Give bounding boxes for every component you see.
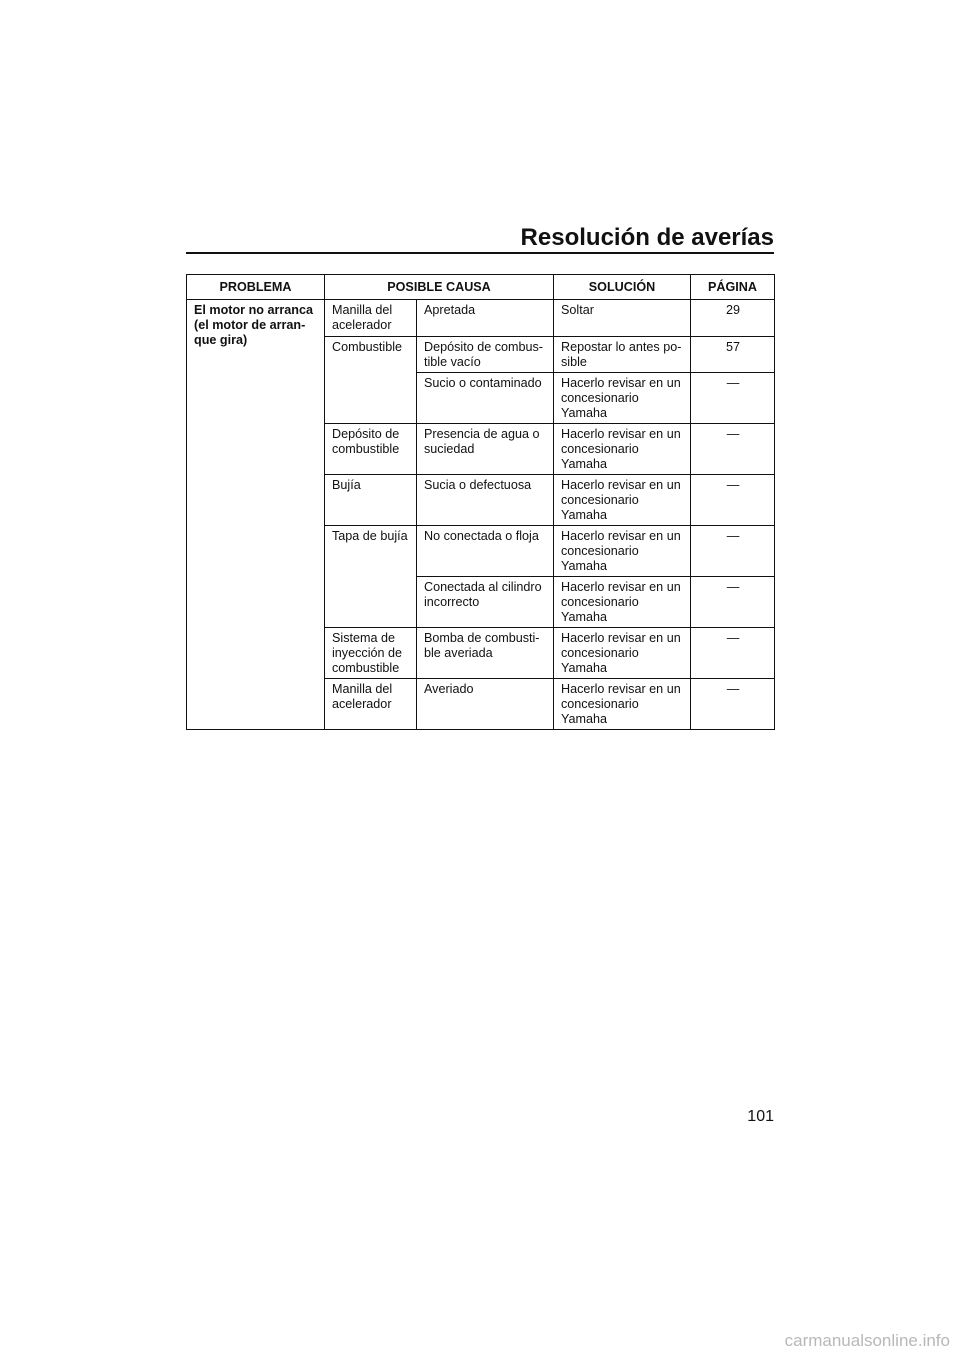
watermark: carmanualsonline.info	[784, 1331, 950, 1350]
header-problem: PROBLEMA	[187, 275, 325, 300]
component-cell: Sistema de inyección de combustible	[325, 628, 417, 679]
table-row	[187, 300, 775, 337]
solution-cell: Hacerlo revisar en un concesionario Yamaha	[554, 526, 691, 577]
solution-cell: Repostar lo antes po-sible	[554, 337, 691, 373]
cause-cell: Bomba de combusti-ble averiada	[417, 628, 554, 679]
table-header-row	[187, 275, 775, 300]
page-ref-cell: —	[691, 679, 775, 730]
cause-cell: Apretada	[417, 300, 554, 337]
page-ref-cell: —	[691, 526, 775, 577]
title-rule	[186, 252, 774, 254]
cause-cell: No conectada o floja	[417, 526, 554, 577]
page-ref-cell: 57	[691, 337, 775, 373]
cause-cell: Averiado	[417, 679, 554, 730]
solution-cell: Hacerlo revisar en un concesionario Yamaha	[554, 475, 691, 526]
solution-cell: Hacerlo revisar en un concesionario Yamaha	[554, 577, 691, 628]
cause-cell: Presencia de agua o suciedad	[417, 424, 554, 475]
page-ref-cell: —	[691, 475, 775, 526]
cause-cell: Depósito de combus-tible vacío	[417, 337, 554, 373]
troubleshooting-table	[186, 274, 775, 730]
cause-cell: Conectada al cilindro incorrecto	[417, 577, 554, 628]
solution-cell: Hacerlo revisar en un concesionario Yamaha	[554, 424, 691, 475]
solution-cell: Hacerlo revisar en un concesionario Yamaha	[554, 628, 691, 679]
component-cell: Bujía	[325, 475, 417, 526]
cause-cell: Sucia o defectuosa	[417, 475, 554, 526]
page-ref-cell: —	[691, 577, 775, 628]
solution-cell: Hacerlo revisar en un concesionario Yamaha	[554, 679, 691, 730]
page-ref-cell: —	[691, 628, 775, 679]
page-ref-cell: —	[691, 424, 775, 475]
page-ref-cell: 29	[691, 300, 775, 337]
page-number: 101	[747, 1108, 774, 1125]
problem-cell: El motor no arranca (el motor de arran-que gira)	[187, 300, 325, 730]
page-ref-cell: —	[691, 373, 775, 424]
header-solution: SOLUCIÓN	[554, 275, 691, 300]
page-title: Resolución de averías	[520, 224, 774, 251]
solution-cell: Soltar	[554, 300, 691, 337]
component-cell: Combustible	[325, 337, 417, 424]
component-cell: Tapa de bujía	[325, 526, 417, 628]
component-cell: Manilla del acelerador	[325, 300, 417, 337]
cause-cell: Sucio o contaminado	[417, 373, 554, 424]
header-cause: POSIBLE CAUSA	[325, 275, 554, 300]
component-cell: Depósito de combustible	[325, 424, 417, 475]
solution-cell: Hacerlo revisar en un concesionario Yamaha	[554, 373, 691, 424]
header-page: PÁGINA	[691, 275, 775, 300]
component-cell: Manilla del acelerador	[325, 679, 417, 730]
